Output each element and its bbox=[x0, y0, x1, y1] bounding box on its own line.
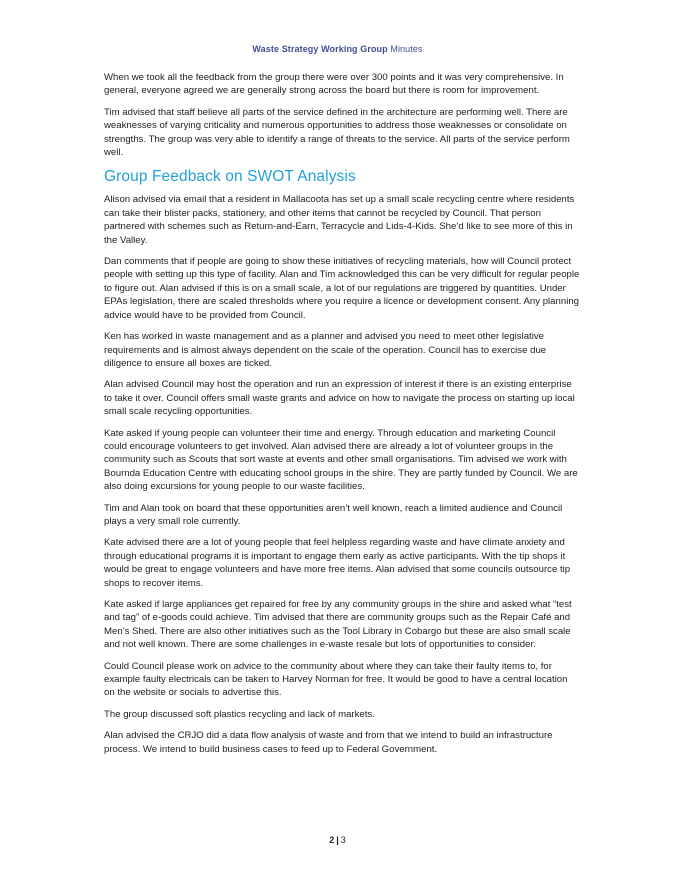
paragraph: Tim and Alan took on board that these opportunities aren’t well known, reach a limited audience and Council plays a very small role currently. bbox=[104, 502, 563, 527]
paragraph: Dan comments that if people are going to show these initiatives of recycling materials, how will Council protect people with setting up this type of facility. Alan and Tim acknowledged this can be very difficult for regular people to figure out. Alan advised if this is on a small scale, a lot of our regulations are triggered by quantities. Under EPAs legislation, there are scaled thresholds where you require a licence or development consent. Any planning advice would have to be provided from Council. bbox=[104, 256, 580, 321]
paragraph: Kate asked if large appliances get repaired for free by any community groups in the shire and asked what “test and tag” of e-goods could achieve. Tim advised that there are community groups such as the Repair Café and Men’s Shed. There are also other initiatives such as the Tool Library in Cobargo but these are also small scale and not well known. There are some challenges in e-waste resale but lots of opportunities to consider. bbox=[104, 599, 572, 651]
total-pages-number: 3 bbox=[340, 835, 346, 845]
paragraph: Could Council please work on advice to the community about where they can take their faulty items to, for example faulty electricals can be taken to Harvey Norman for free. It would be good to have a central location on the website or socials to advertise this. bbox=[104, 660, 568, 699]
current-page-number: 2 bbox=[329, 835, 335, 845]
paragraph: Ken has worked in waste management and as a planner and advised you need to meet other legislative requirements and is almost always dependent on the scale of the operation. Council has to exercise due diligence to ensure all boxes are ticked. bbox=[104, 331, 547, 369]
running-header bbox=[0, 44, 675, 54]
header-title: Waste Strategy Working Group bbox=[252, 44, 388, 54]
header-title-suffix: Minutes bbox=[390, 44, 423, 54]
paragraph: The group discussed soft plastics recycling and lack of markets. bbox=[104, 708, 375, 720]
paragraph: Kate asked if young people can volunteer their time and energy. Through education and marketing Council could encourage volunteers to get involved. Alan advised there are already a lot of volunteer groups in the community such as Scouts that sort waste at events and other small organisations. Tim advised we work with Bournda Education Centre with educating school groups in the shire. They are partly funded by Council. We are also doing excursions for young people to our waste facilities. bbox=[104, 427, 578, 493]
paragraph: When we took all the feedback from the group there were over 300 points and it was very comprehensive. In general, everyone agreed we are generally strong across the board but there is room for improvement. bbox=[104, 72, 564, 97]
paragraph: Alison advised via email that a resident in Mallacoota has set up a small scale recycling centre where residents can take their blister packs, stationery, and other items that cannot be recycled by Council. That person partnered with schemes such as Return-and-Earn, Terracycle and Lids-4-Kids. She’d like to see more of this in the Valley. bbox=[104, 194, 575, 246]
paragraph: Alan advised the CRJO did a data flow analysis of waste and from that we intend to build an infrastructure process. We intend to build business cases to feed up to Federal Government. bbox=[104, 730, 553, 755]
paragraph: Kate advised there are a lot of young people that feel helpless regarding waste and have climate anxiety and through educational programs it is important to engage them early as active participants. With the tip shops it would be great to engage volunteers and have more free items. Alan advised that some councils outsource tip shops to recover items. bbox=[104, 537, 571, 589]
document-body bbox=[104, 71, 580, 764]
paragraph: Tim advised that staff believe all parts of the service defined in the architecture are performing well. There are weaknesses of varying criticality and numerous opportunities to address those weaknesses or consolidate on strengths. The group was very able to identify a range of threats to the service. All parts of the service perform well. bbox=[104, 106, 570, 159]
page-number bbox=[0, 835, 675, 845]
page-separator: | bbox=[336, 835, 339, 845]
section-heading: Group Feedback on SWOT Analysis bbox=[104, 168, 356, 186]
paragraph: Alan advised Council may host the operation and run an expression of interest if there is an existing enterprise to take it over. Council offers small waste grants and advice on how to navigate the process on starting up local small scale recycling opportunities. bbox=[104, 379, 575, 418]
